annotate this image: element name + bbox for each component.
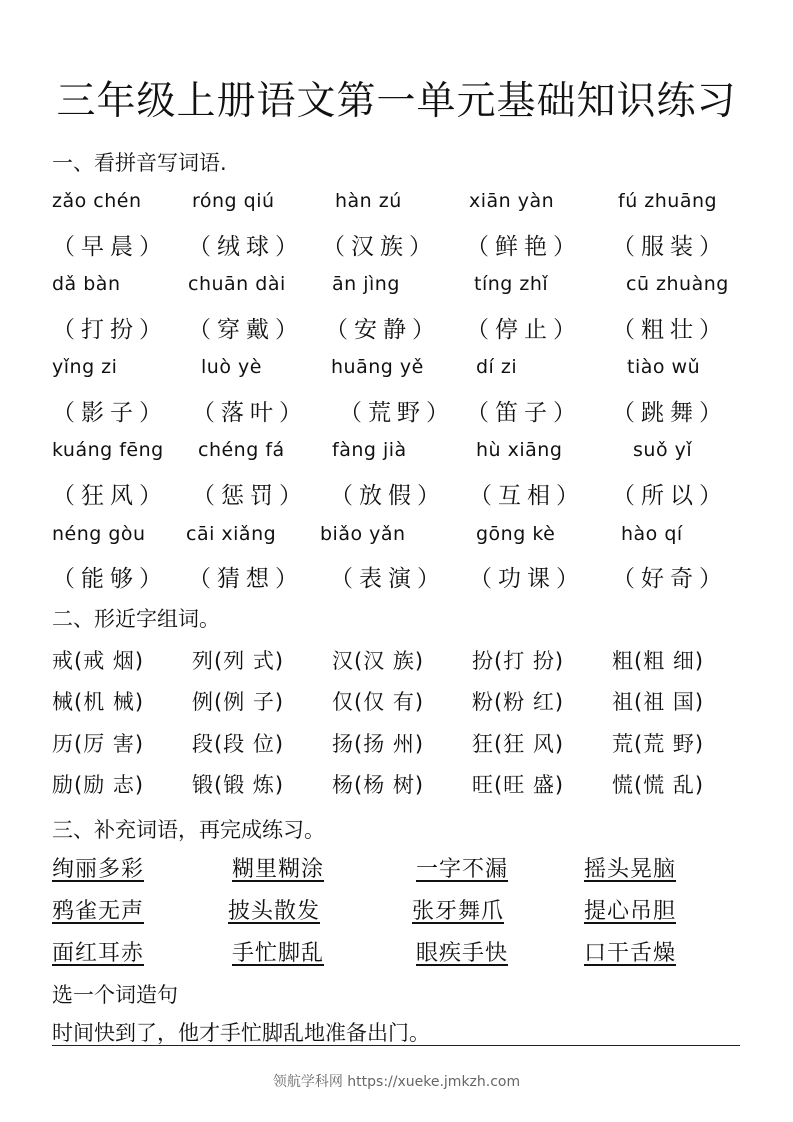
answer: （荒野） xyxy=(339,400,455,426)
pinyin: tiào wǔ xyxy=(627,356,701,378)
answer: （好奇） xyxy=(612,566,728,592)
pinyin-row xyxy=(0,523,793,553)
idiom: 面红耳赤 xyxy=(52,941,145,966)
answer-row xyxy=(0,228,793,258)
word-group: 祖(祖 国) xyxy=(612,690,705,714)
idiom: 眼疾手快 xyxy=(416,941,509,966)
pinyin: biǎo yǎn xyxy=(320,523,406,545)
idiom: 张牙舞爪 xyxy=(412,899,505,924)
word-group: 粉(粉 红) xyxy=(472,690,565,714)
idiom: 手忙脚乱 xyxy=(232,941,325,966)
pinyin: luò yè xyxy=(201,356,262,378)
word-group: 戒(戒 烟) xyxy=(52,649,145,673)
pinyin-row xyxy=(0,356,793,386)
word-group: 汉(汉 族) xyxy=(332,649,425,673)
pinyin: kuáng fēng xyxy=(52,439,164,461)
pinyin: hù xiāng xyxy=(476,439,563,461)
answer: （粗壮） xyxy=(612,317,728,343)
pinyin: yǐng zi xyxy=(52,356,118,378)
answer: （跳舞） xyxy=(612,400,728,426)
word-group: 杨(杨 树) xyxy=(332,773,425,797)
answer: （落叶） xyxy=(192,400,308,426)
word-row xyxy=(0,769,793,799)
pinyin: chéng fá xyxy=(198,439,285,461)
answer: （惩罚） xyxy=(192,483,308,509)
idiom: 一字不漏 xyxy=(416,857,509,882)
answer: （功课） xyxy=(469,566,585,592)
pinyin-row xyxy=(0,273,793,303)
word-group: 历(厉 害) xyxy=(52,732,145,756)
idiom: 糊里糊涂 xyxy=(232,857,325,882)
answer: （狂风） xyxy=(52,483,168,509)
pinyin: hàn zú xyxy=(335,190,402,212)
word-group: 狂(狂 风) xyxy=(472,732,565,756)
word-group: 列(列 式) xyxy=(192,649,285,673)
answer: （表演） xyxy=(330,566,446,592)
pinyin-row xyxy=(0,439,793,469)
answer: （服装） xyxy=(612,234,728,260)
answer: （停止） xyxy=(466,317,582,343)
sentence-prompt: 选一个词造句 xyxy=(52,983,178,1007)
pinyin: tíng zhǐ xyxy=(474,273,549,295)
answer-row xyxy=(0,477,793,507)
answer-row xyxy=(0,394,793,424)
answer-row xyxy=(0,311,793,341)
word-group: 例(例 子) xyxy=(192,690,285,714)
answer: （汉族） xyxy=(322,234,438,260)
word-group: 荒(荒 野) xyxy=(612,732,705,756)
word-group: 慌(慌 乱) xyxy=(612,773,705,797)
page-title: 三年级上册语文第一单元基础知识练习 xyxy=(56,79,737,124)
word-group: 仅(仅 有) xyxy=(332,690,425,714)
word-group: 粗(粗 细) xyxy=(612,649,705,673)
pinyin: fàng jià xyxy=(332,439,407,461)
answer: （安静） xyxy=(325,317,441,343)
idiom: 绚丽多彩 xyxy=(52,857,145,882)
answer: （猜想） xyxy=(188,566,304,592)
word-row xyxy=(0,686,793,716)
pinyin: róng qiú xyxy=(192,190,275,212)
footer-watermark: 领航学科网 https://xueke.jmkzh.com xyxy=(272,1074,521,1090)
answer: （打扮） xyxy=(52,317,168,343)
idiom: 鸦雀无声 xyxy=(52,899,145,924)
pinyin: zǎo chén xyxy=(52,190,142,212)
idiom: 摇头晃脑 xyxy=(584,857,677,882)
idiom: 提心吊胆 xyxy=(584,899,677,924)
pinyin: xiān yàn xyxy=(469,190,555,212)
pinyin: néng gòu xyxy=(52,523,146,545)
idiom: 披头散发 xyxy=(228,899,321,924)
pinyin: chuān dài xyxy=(188,273,286,295)
answer: （穿戴） xyxy=(188,317,304,343)
answer-row xyxy=(0,560,793,590)
idiom-row xyxy=(0,894,793,924)
pinyin: suǒ yǐ xyxy=(633,439,693,461)
pinyin: hào qí xyxy=(621,523,683,545)
section-1-heading: 一、看拼音写词语. xyxy=(52,151,227,175)
word-group: 扬(扬 州) xyxy=(332,732,425,756)
answer: （所以） xyxy=(612,483,728,509)
word-group: 锻(锻 炼) xyxy=(192,773,285,797)
word-group: 励(励 志) xyxy=(52,773,145,797)
pinyin: cāi xiǎng xyxy=(186,523,277,545)
pinyin: dǎ bàn xyxy=(52,273,121,295)
pinyin: cū zhuàng xyxy=(626,273,729,295)
word-group: 械(机 械) xyxy=(52,690,145,714)
answer: （笛子） xyxy=(466,400,582,426)
answer: （绒球） xyxy=(188,234,304,260)
section-2-heading: 二、形近字组词。 xyxy=(52,607,220,631)
idiom-row xyxy=(0,852,793,882)
word-group: 扮(打 扮) xyxy=(472,649,565,673)
example-sentence: 时间快到了，他才手忙脚乱地准备出门。 xyxy=(52,1017,740,1046)
answer: （能够） xyxy=(52,566,168,592)
pinyin-row xyxy=(0,190,793,220)
pinyin: gōng kè xyxy=(476,523,556,545)
word-row xyxy=(0,645,793,675)
pinyin: huāng yě xyxy=(331,356,424,378)
pinyin: dí zi xyxy=(476,356,518,378)
section-3-heading: 三、补充词语，再完成练习。 xyxy=(52,818,325,842)
answer: （早晨） xyxy=(52,234,168,260)
answer: （放假） xyxy=(330,483,446,509)
answer: （鲜艳） xyxy=(466,234,582,260)
pinyin: ān jìng xyxy=(332,273,400,295)
word-row xyxy=(0,728,793,758)
idiom: 口干舌燥 xyxy=(584,941,677,966)
answer: （影子） xyxy=(52,400,168,426)
word-group: 旺(旺 盛) xyxy=(472,773,565,797)
pinyin: fú zhuāng xyxy=(618,190,718,212)
word-group: 段(段 位) xyxy=(192,732,285,756)
idiom-row xyxy=(0,936,793,966)
answer: （互相） xyxy=(469,483,585,509)
